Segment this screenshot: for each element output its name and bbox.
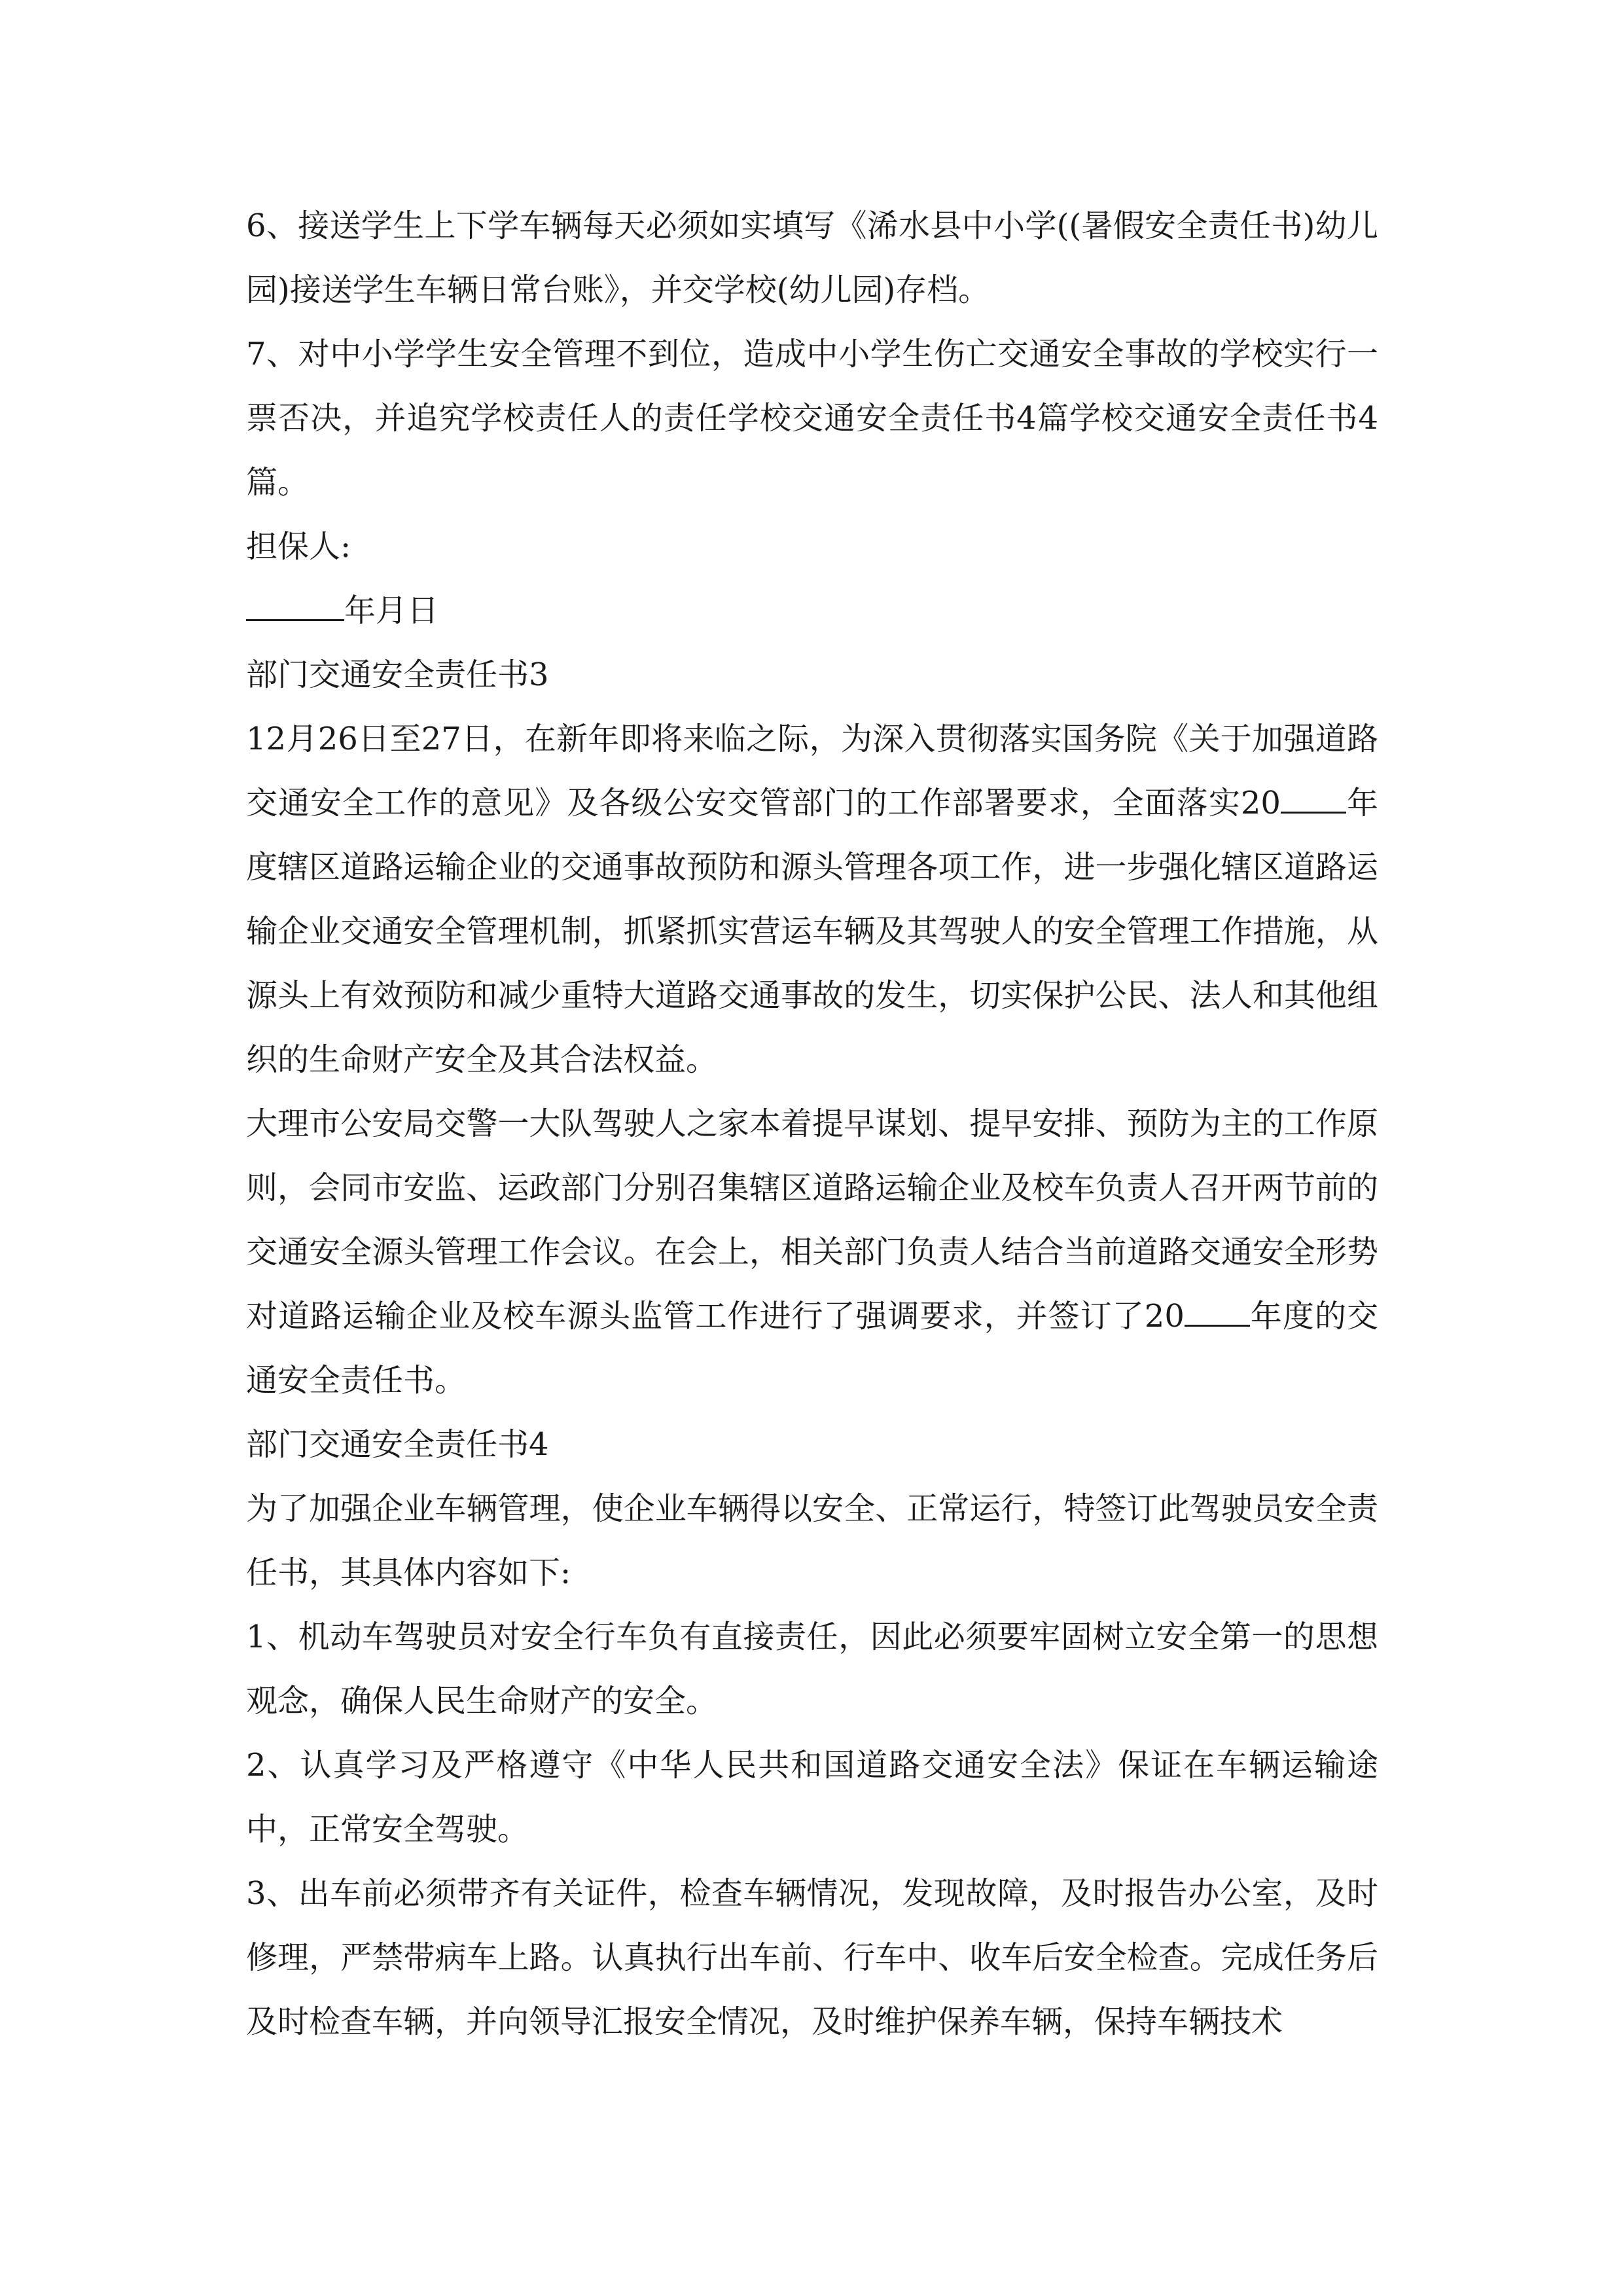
guarantor-label: 担保人: bbox=[246, 528, 351, 565]
document-body bbox=[246, 194, 1378, 2054]
paragraph-item-6: 6、接送学生上下学车辆每天必须如实填写《浠水县中小学((暑假安全责任书)幼儿园)接送学生车辆日常台账》，并交学校(幼儿园)存档。 bbox=[246, 207, 1378, 308]
paragraph-dali-police bbox=[246, 1092, 1378, 1412]
paragraph-item-7: 7、对中小学学生安全管理不到位，造成中小学生伤亡交通安全事故的学校实行一票否决，并追究学校责任人的责任学校交通安全责任书4篇学校交通安全责任书4篇。 bbox=[246, 336, 1378, 501]
paragraph-item-2: 2、认真学习及严格遵守《中华人民共和国道路交通安全法》保证在车辆运输途中，正常安全驾驶。 bbox=[246, 1747, 1378, 1848]
date-suffix: 年月日 bbox=[344, 592, 439, 629]
section-heading-4: 部门交通安全责任书4 bbox=[246, 1426, 549, 1463]
paragraph-dec-26-part1: 12月26日至27日，在新年即将来临之际，为深入贯彻落实国务院《关于加强道路交通安全工作的意见》及各级公安交管部门的工作部署要求，全面落实20 bbox=[246, 721, 1378, 821]
paragraph-dec-26 bbox=[246, 707, 1378, 1092]
paragraph-dali-police-part1: 大理市公安局交警一大队驾驶人之家本着提早谋划、提早安排、预防为主的工作原则，会同市安监、运政部门分别召集辖区道路运输企业及校车负责人召开两节前的交通安全源头管理工作会议。在会上，相关部门负责人结合当前道路交通安全形势对道路运输企业及校车源头监管工作进行了强调要求，并签订了20 bbox=[246, 1105, 1378, 1335]
paragraph-dec-26-part2: 年度辖区道路运输企业的交通事故预防和源头管理各项工作，进一步强化辖区道路运输企业交通安全管理机制，抓紧抓实营运车辆及其驾驶人的安全管理工作措施，从源头上有效预防和减少重特大道路交通事故的发生，切实保护公民、法人和其他组织的生命财产安全及其合法权益。 bbox=[246, 785, 1378, 1078]
year-blank bbox=[1281, 785, 1346, 814]
date-blank bbox=[246, 593, 344, 621]
date-line bbox=[246, 579, 1378, 643]
paragraph-dali-police-part2: 年度的交通安全责任书。 bbox=[246, 1298, 1378, 1399]
paragraph-item-1: 1、机动车驾驶员对安全行车负有直接责任，因此必须要牢固树立安全第一的思想观念，确保人民生命财产的安全。 bbox=[246, 1619, 1378, 1719]
paragraph-intro: 为了加强企业车辆管理，使企业车辆得以安全、正常运行，特签订此驾驶员安全责任书，其具体内容如下: bbox=[246, 1490, 1378, 1591]
year-blank-2 bbox=[1185, 1299, 1250, 1327]
section-heading-3: 部门交通安全责任书3 bbox=[246, 656, 549, 693]
paragraph-item-3: 3、出车前必须带齐有关证件，检查车辆情况，发现故障，及时报告办公室，及时修理，严禁带病车上路。认真执行出车前、行车中、收车后安全检查。完成任务后及时检查车辆，并向领导汇报安全情况，及时维护保养车辆，保持车辆技术 bbox=[246, 1875, 1378, 2040]
